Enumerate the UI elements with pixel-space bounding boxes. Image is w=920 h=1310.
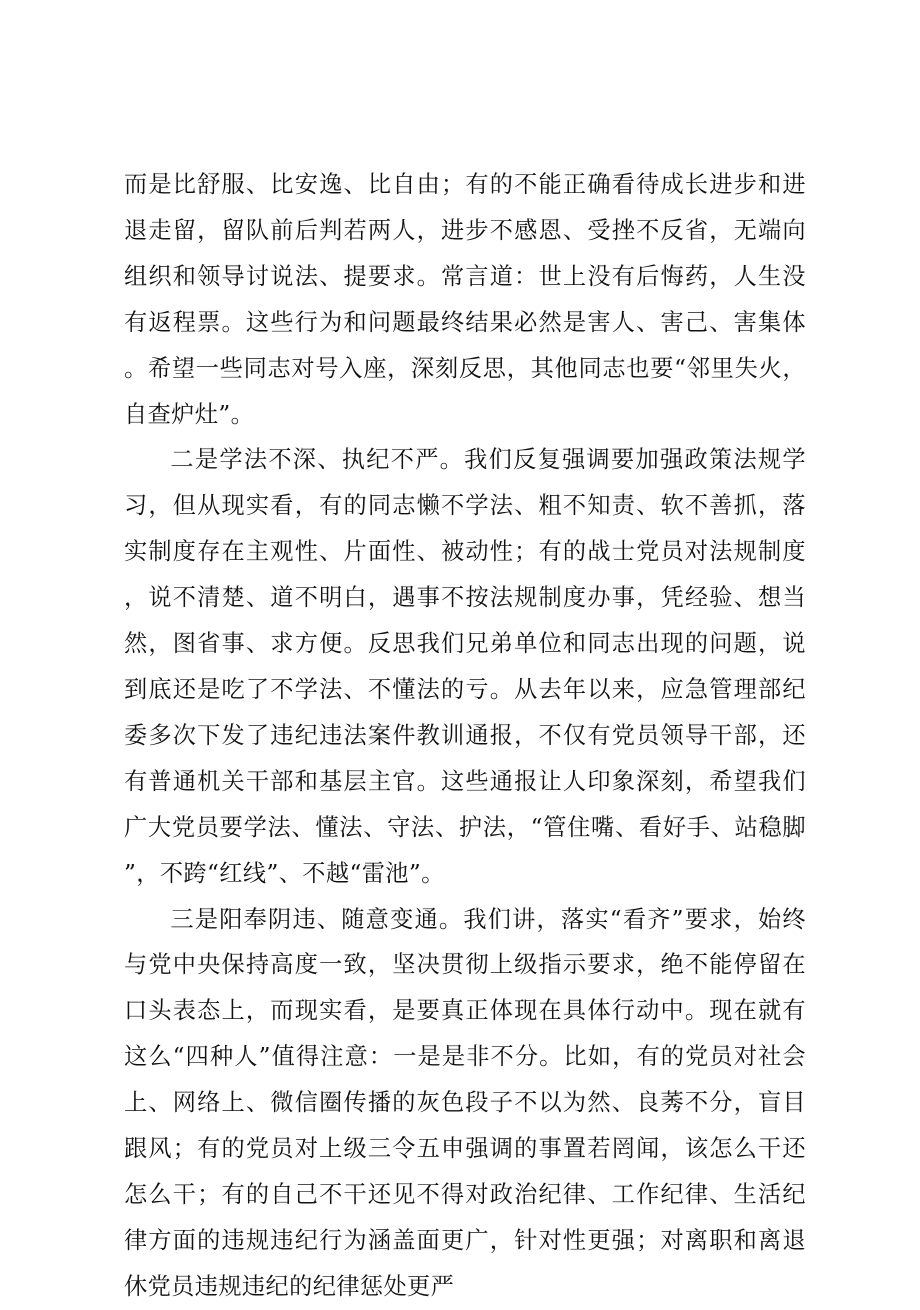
paragraph-1: 而是比舒服、比安逸、比自由；有的不能正确看待成长进步和进退走留，留队前后判若两人，进步不感恩、受挫不反省，无端向组织和领导讨说法、提要求。常言道：世上没有后悔药，人生没有返程票。这些行为和问题最终结果必然是害人、害己、害集体。希望一些同志对号入座，深刻反思，其他同志也要“邻里失火，自查炉灶”。: [124, 171, 806, 428]
paragraph-2: 二是学法不深、执纪不严。我们反复强调要加强政策法规学习，但从现实看，有的同志懒不学法、粗不知责、软不善抓，落实制度存在主观性、片面性、被动性；有的战士党员对法规制度，说不清楚、道不明白，遇事不按法规制度办事，凭经验、想当然，图省事、求方便。反思我们兄弟单位和同志出现的问题，说到底还是吃了不学法、不懂法的亏。从去年以来，应急管理部纪委多次下发了违纪违法案件教训通报，不仅有党员领导干部，还有普通机关干部和基层主官。这些通报让人印象深刻，希望我们广大党员要学法、懂法、守法、护法，“管住嘴、看好手、站稳脚”，不跨“红线”、不越“雷池”。: [124, 446, 806, 887]
document-body: [124, 162, 806, 1310]
paragraph-3: 三是阳奉阴违、随意变通。我们讲，落实“看齐”要求，始终与党中央保持高度一致，坚决贯彻上级指示要求，绝不能停留在口头表态上，而现实看，是要真正体现在具体行动中。现在就有这么“四种人”值得注意：一是是非不分。比如，有的党员对社会上、网络上、微信圈传播的灰色段子不以为然、良莠不分，盲目跟风；有的党员对上级三令五申强调的事置若罔闻，该怎么干还怎么干；有的自己不干还见不得对政治纪律、工作纪律、生活纪律方面的违规违纪行为涵盖面更广，针对性更强；对离职和离退休党员违规违纪的纪律惩处更严: [124, 905, 806, 1300]
